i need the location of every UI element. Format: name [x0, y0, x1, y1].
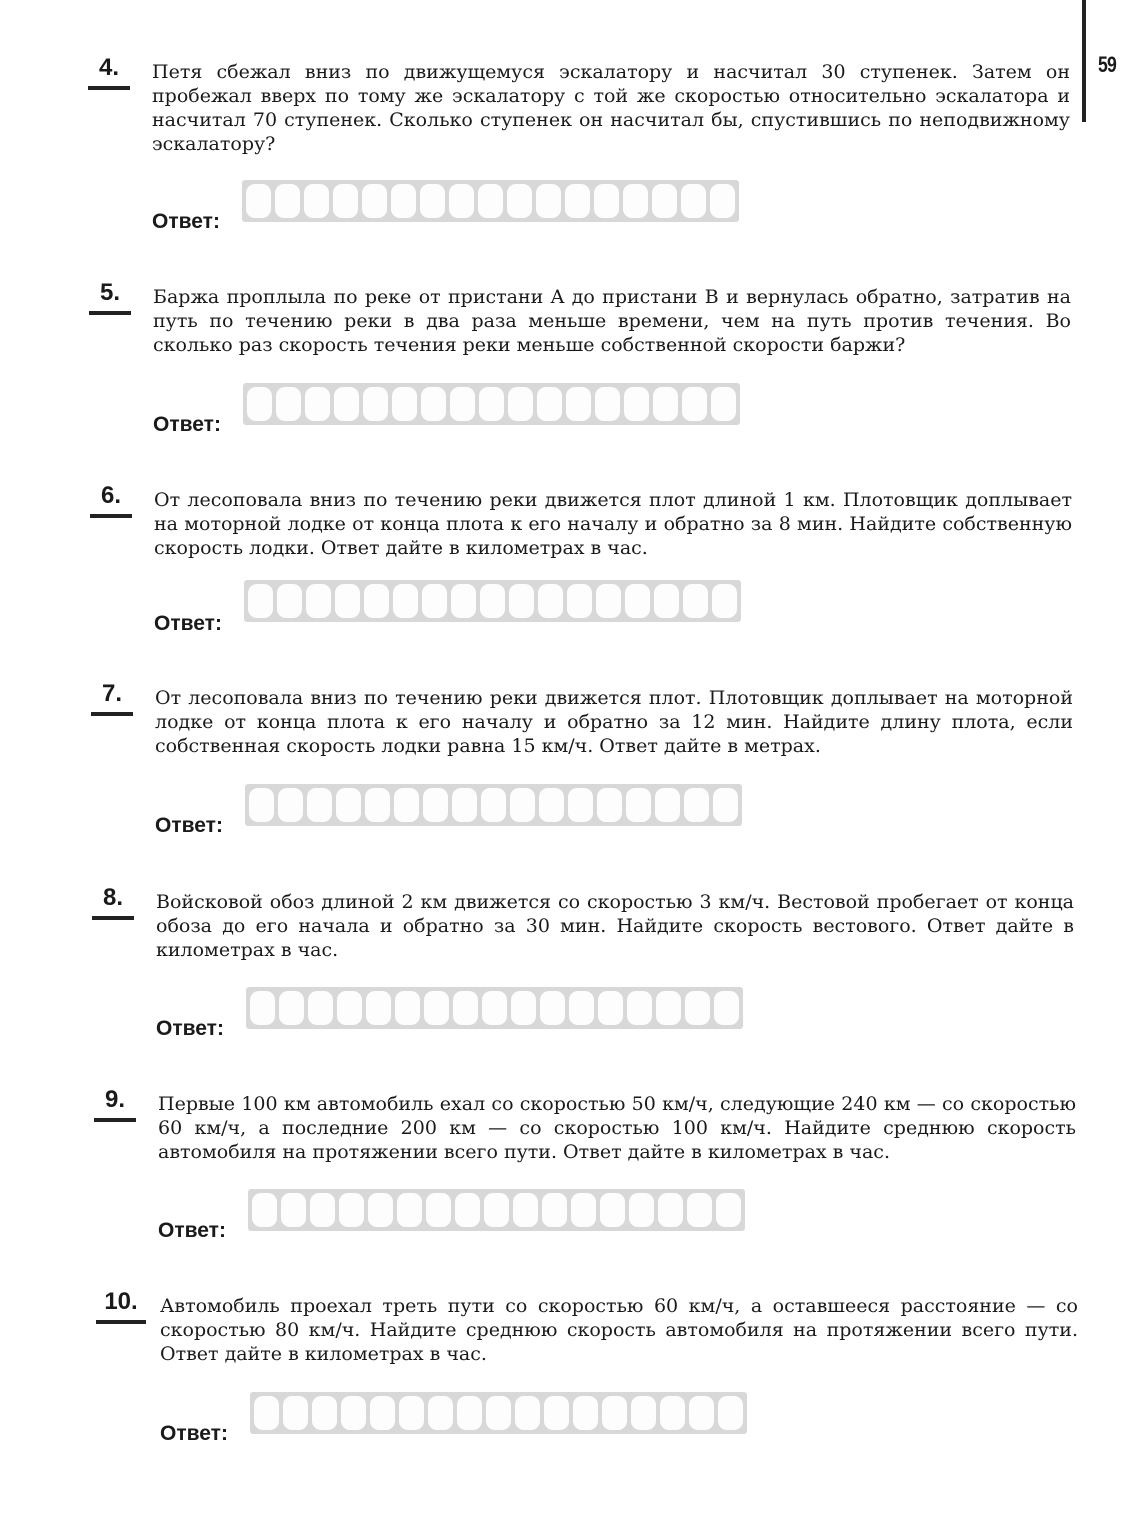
answer-cell[interactable]	[508, 387, 533, 421]
answer-cell[interactable]	[478, 184, 503, 218]
problem-text: Войсковой обоз длиной 2 км движется со скоростью 3 км/ч. Вестовой пробегает от конца обоза до его начала и обратно за 30 мин. Найдите скорость вестового. Ответ дайте в километрах в час.	[156, 891, 1074, 961]
problem-number: 8.	[92, 884, 134, 920]
answer-cell[interactable]	[480, 584, 505, 618]
answer-cell[interactable]	[335, 584, 360, 618]
answer-cell[interactable]	[631, 1396, 656, 1430]
answer-cell[interactable]	[252, 1193, 277, 1227]
problem-text: Первые 100 км автомобиль ехал со скоростью 50 км/ч, следующие 240 км — со скоростью 60 км/ч, а последние 200 км — со скоростью 100 км/ч. Найдите среднюю скорость автомобиля на протяжении всего пути. Ответ дайте в километрах в час.	[158, 1093, 1076, 1163]
answer-cell[interactable]	[629, 1193, 654, 1227]
answer-cell[interactable]	[540, 991, 565, 1025]
problem-text: Автомобиль проехал треть пути со скоростью 60 км/ч, а оставшееся расстояние — со скоростью 80 км/ч. Найдите среднюю скорость автомобиля на протяжении всего пути. Ответ дайте в километрах в час.	[160, 1295, 1078, 1365]
answer-cell[interactable]	[421, 387, 446, 421]
answer-cell[interactable]	[365, 788, 390, 822]
answer-cell[interactable]	[393, 584, 418, 618]
answer-cell[interactable]	[573, 1396, 598, 1430]
answer-cell[interactable]	[536, 184, 561, 218]
answer-cell[interactable]	[624, 387, 649, 421]
answer-input[interactable]	[244, 580, 741, 622]
answer-cell[interactable]	[513, 1193, 538, 1227]
answer-cell[interactable]	[681, 184, 706, 218]
answer-cell[interactable]	[623, 184, 648, 218]
answer-cell[interactable]	[399, 1396, 424, 1430]
answer-input[interactable]	[243, 383, 740, 425]
answer-label: Ответ:	[160, 1422, 228, 1445]
answer-cell[interactable]	[511, 991, 536, 1025]
answer-cell[interactable]	[420, 184, 445, 218]
answer-cell[interactable]	[254, 1396, 279, 1430]
answer-cell[interactable]	[426, 1193, 451, 1227]
answer-cell[interactable]	[566, 387, 591, 421]
answer-cell[interactable]	[594, 184, 619, 218]
answer-cell[interactable]	[341, 1396, 366, 1430]
answer-cell[interactable]	[716, 1193, 741, 1227]
answer-cell[interactable]	[710, 184, 735, 218]
answer-cell[interactable]	[652, 184, 677, 218]
answer-cell[interactable]	[481, 788, 506, 822]
answer-cell[interactable]	[308, 991, 333, 1025]
answer-cell[interactable]	[391, 184, 416, 218]
problem-number: 4.	[88, 54, 130, 90]
answer-input[interactable]	[248, 1189, 745, 1231]
answer-cell[interactable]	[428, 1396, 453, 1430]
answer-cell[interactable]	[279, 991, 304, 1025]
answer-cell[interactable]	[687, 1193, 712, 1227]
answer-input[interactable]	[246, 987, 743, 1029]
answer-cell[interactable]	[597, 788, 622, 822]
answer-cell[interactable]	[568, 788, 593, 822]
answer-cell[interactable]	[451, 584, 476, 618]
page-number: 59	[1098, 52, 1116, 77]
answer-cell[interactable]	[537, 387, 562, 421]
answer-cell[interactable]	[567, 584, 592, 618]
answer-cell[interactable]	[542, 1193, 567, 1227]
answer-cell[interactable]	[544, 1396, 569, 1430]
answer-cell[interactable]	[507, 184, 532, 218]
answer-cell[interactable]	[424, 991, 449, 1025]
answer-cell[interactable]	[277, 584, 302, 618]
answer-cell[interactable]	[538, 584, 563, 618]
answer-cell[interactable]	[569, 991, 594, 1025]
answer-input[interactable]	[245, 784, 742, 826]
answer-cell[interactable]	[683, 584, 708, 618]
answer-cell[interactable]	[394, 788, 419, 822]
answer-cell[interactable]	[276, 387, 301, 421]
problem-number: 7.	[91, 680, 133, 716]
answer-cell[interactable]	[339, 1193, 364, 1227]
answer-cell[interactable]	[654, 584, 679, 618]
answer-cell[interactable]	[283, 1396, 308, 1430]
answer-cell[interactable]	[658, 1193, 683, 1227]
answer-cell[interactable]	[510, 788, 535, 822]
answer-cell[interactable]	[449, 184, 474, 218]
answer-cell[interactable]	[305, 387, 330, 421]
answer-cell[interactable]	[509, 584, 534, 618]
answer-cell[interactable]	[684, 788, 709, 822]
answer-cell[interactable]	[457, 1396, 482, 1430]
problem-text: Петя сбежал вниз по движущемуся эскалатору и насчитал 30 ступенек. Затем он пробежал вверх по тому же эскалатору с той же скоростью относительно эскалатора и насчитал 70 ступенек. Сколько ступенек он насчитал бы, спустившись по неподвижному эскалатору?	[152, 61, 1070, 155]
answer-cell[interactable]	[310, 1193, 335, 1227]
answer-input[interactable]	[250, 1392, 747, 1434]
answer-cell[interactable]	[596, 584, 621, 618]
answer-cell[interactable]	[625, 584, 650, 618]
answer-cell[interactable]	[370, 1396, 395, 1430]
answer-cell[interactable]	[602, 1396, 627, 1430]
answer-cell[interactable]	[711, 387, 736, 421]
answer-cell[interactable]	[363, 387, 388, 421]
answer-cell[interactable]	[278, 788, 303, 822]
answer-cell[interactable]	[656, 991, 681, 1025]
answer-cell[interactable]	[275, 184, 300, 218]
problem-text: От лесоповала вниз по течению реки движется плот длиной 1 км. Плотовщик доплывает на моторной лодке от конца плота к его началу и обратно за 8 мин. Найдите собственную скорость лодки. Ответ дайте в километрах в час.	[154, 489, 1072, 559]
answer-cell[interactable]	[422, 584, 447, 618]
answer-cell[interactable]	[250, 991, 275, 1025]
answer-cell[interactable]	[484, 1193, 509, 1227]
answer-cell[interactable]	[336, 788, 361, 822]
answer-cell[interactable]	[655, 788, 680, 822]
answer-cell[interactable]	[368, 1193, 393, 1227]
answer-cell[interactable]	[366, 991, 391, 1025]
answer-cell[interactable]	[626, 788, 651, 822]
answer-cell[interactable]	[397, 1193, 422, 1227]
problem-text: От лесоповала вниз по течению реки движется плот. Плотовщик доплывает на моторной лодке от конца плота к его началу и обратно за 12 мин. Найдите длину плота, если собственная скорость лодки равна 15 км/ч. Ответ дайте в метрах.	[155, 687, 1073, 757]
answer-cell[interactable]	[392, 387, 417, 421]
answer-cell[interactable]	[247, 387, 272, 421]
page-edge-rule	[1082, 0, 1086, 122]
answer-cell[interactable]	[450, 387, 475, 421]
answer-label: Ответ:	[156, 1017, 224, 1040]
answer-label: Ответ:	[153, 413, 221, 436]
answer-cell[interactable]	[685, 991, 710, 1025]
answer-cell[interactable]	[333, 184, 358, 218]
answer-cell[interactable]	[455, 1193, 480, 1227]
problem-number: 10.	[96, 1288, 146, 1324]
answer-cell[interactable]	[565, 184, 590, 218]
answer-cell[interactable]	[571, 1193, 596, 1227]
answer-cell[interactable]	[486, 1396, 511, 1430]
answer-cell[interactable]	[334, 387, 359, 421]
answer-cell[interactable]	[539, 788, 564, 822]
answer-cell[interactable]	[364, 584, 389, 618]
answer-cell[interactable]	[482, 991, 507, 1025]
answer-cell[interactable]	[423, 788, 448, 822]
answer-cell[interactable]	[304, 184, 329, 218]
answer-cell[interactable]	[689, 1396, 714, 1430]
answer-cell[interactable]	[627, 991, 652, 1025]
answer-cell[interactable]	[362, 184, 387, 218]
answer-cell[interactable]	[712, 584, 737, 618]
answer-cell[interactable]	[713, 788, 738, 822]
answer-cell[interactable]	[312, 1396, 337, 1430]
problem-text: Баржа проплыла по реке от пристани A до пристани B и вернулась обратно, затратив на путь по течению реки в два раза меньше времени, чем на путь против течения. Во сколько раз скорость течения реки меньше собственной скорости баржи?	[153, 286, 1071, 356]
answer-cell[interactable]	[453, 991, 478, 1025]
answer-cell[interactable]	[595, 387, 620, 421]
problem-number: 5.	[89, 279, 131, 315]
answer-cell[interactable]	[452, 788, 477, 822]
answer-cell[interactable]	[660, 1396, 685, 1430]
answer-cell[interactable]	[653, 387, 678, 421]
answer-cell[interactable]	[682, 387, 707, 421]
problem-number: 6.	[90, 482, 132, 518]
answer-cell[interactable]	[246, 184, 271, 218]
answer-cell[interactable]	[249, 788, 274, 822]
answer-label: Ответ:	[154, 612, 222, 635]
answer-cell[interactable]	[718, 1396, 743, 1430]
answer-cell[interactable]	[598, 991, 623, 1025]
answer-cell[interactable]	[337, 991, 362, 1025]
answer-cell[interactable]	[600, 1193, 625, 1227]
answer-cell[interactable]	[714, 991, 739, 1025]
answer-cell[interactable]	[479, 387, 504, 421]
answer-cell[interactable]	[515, 1396, 540, 1430]
answer-cell[interactable]	[281, 1193, 306, 1227]
answer-cell[interactable]	[306, 584, 331, 618]
answer-cell[interactable]	[395, 991, 420, 1025]
answer-input[interactable]	[242, 180, 739, 222]
answer-label: Ответ:	[155, 814, 223, 837]
problem-number: 9.	[94, 1086, 136, 1122]
answer-cell[interactable]	[248, 584, 273, 618]
answer-label: Ответ:	[158, 1219, 226, 1242]
answer-label: Ответ:	[152, 210, 220, 233]
answer-cell[interactable]	[307, 788, 332, 822]
